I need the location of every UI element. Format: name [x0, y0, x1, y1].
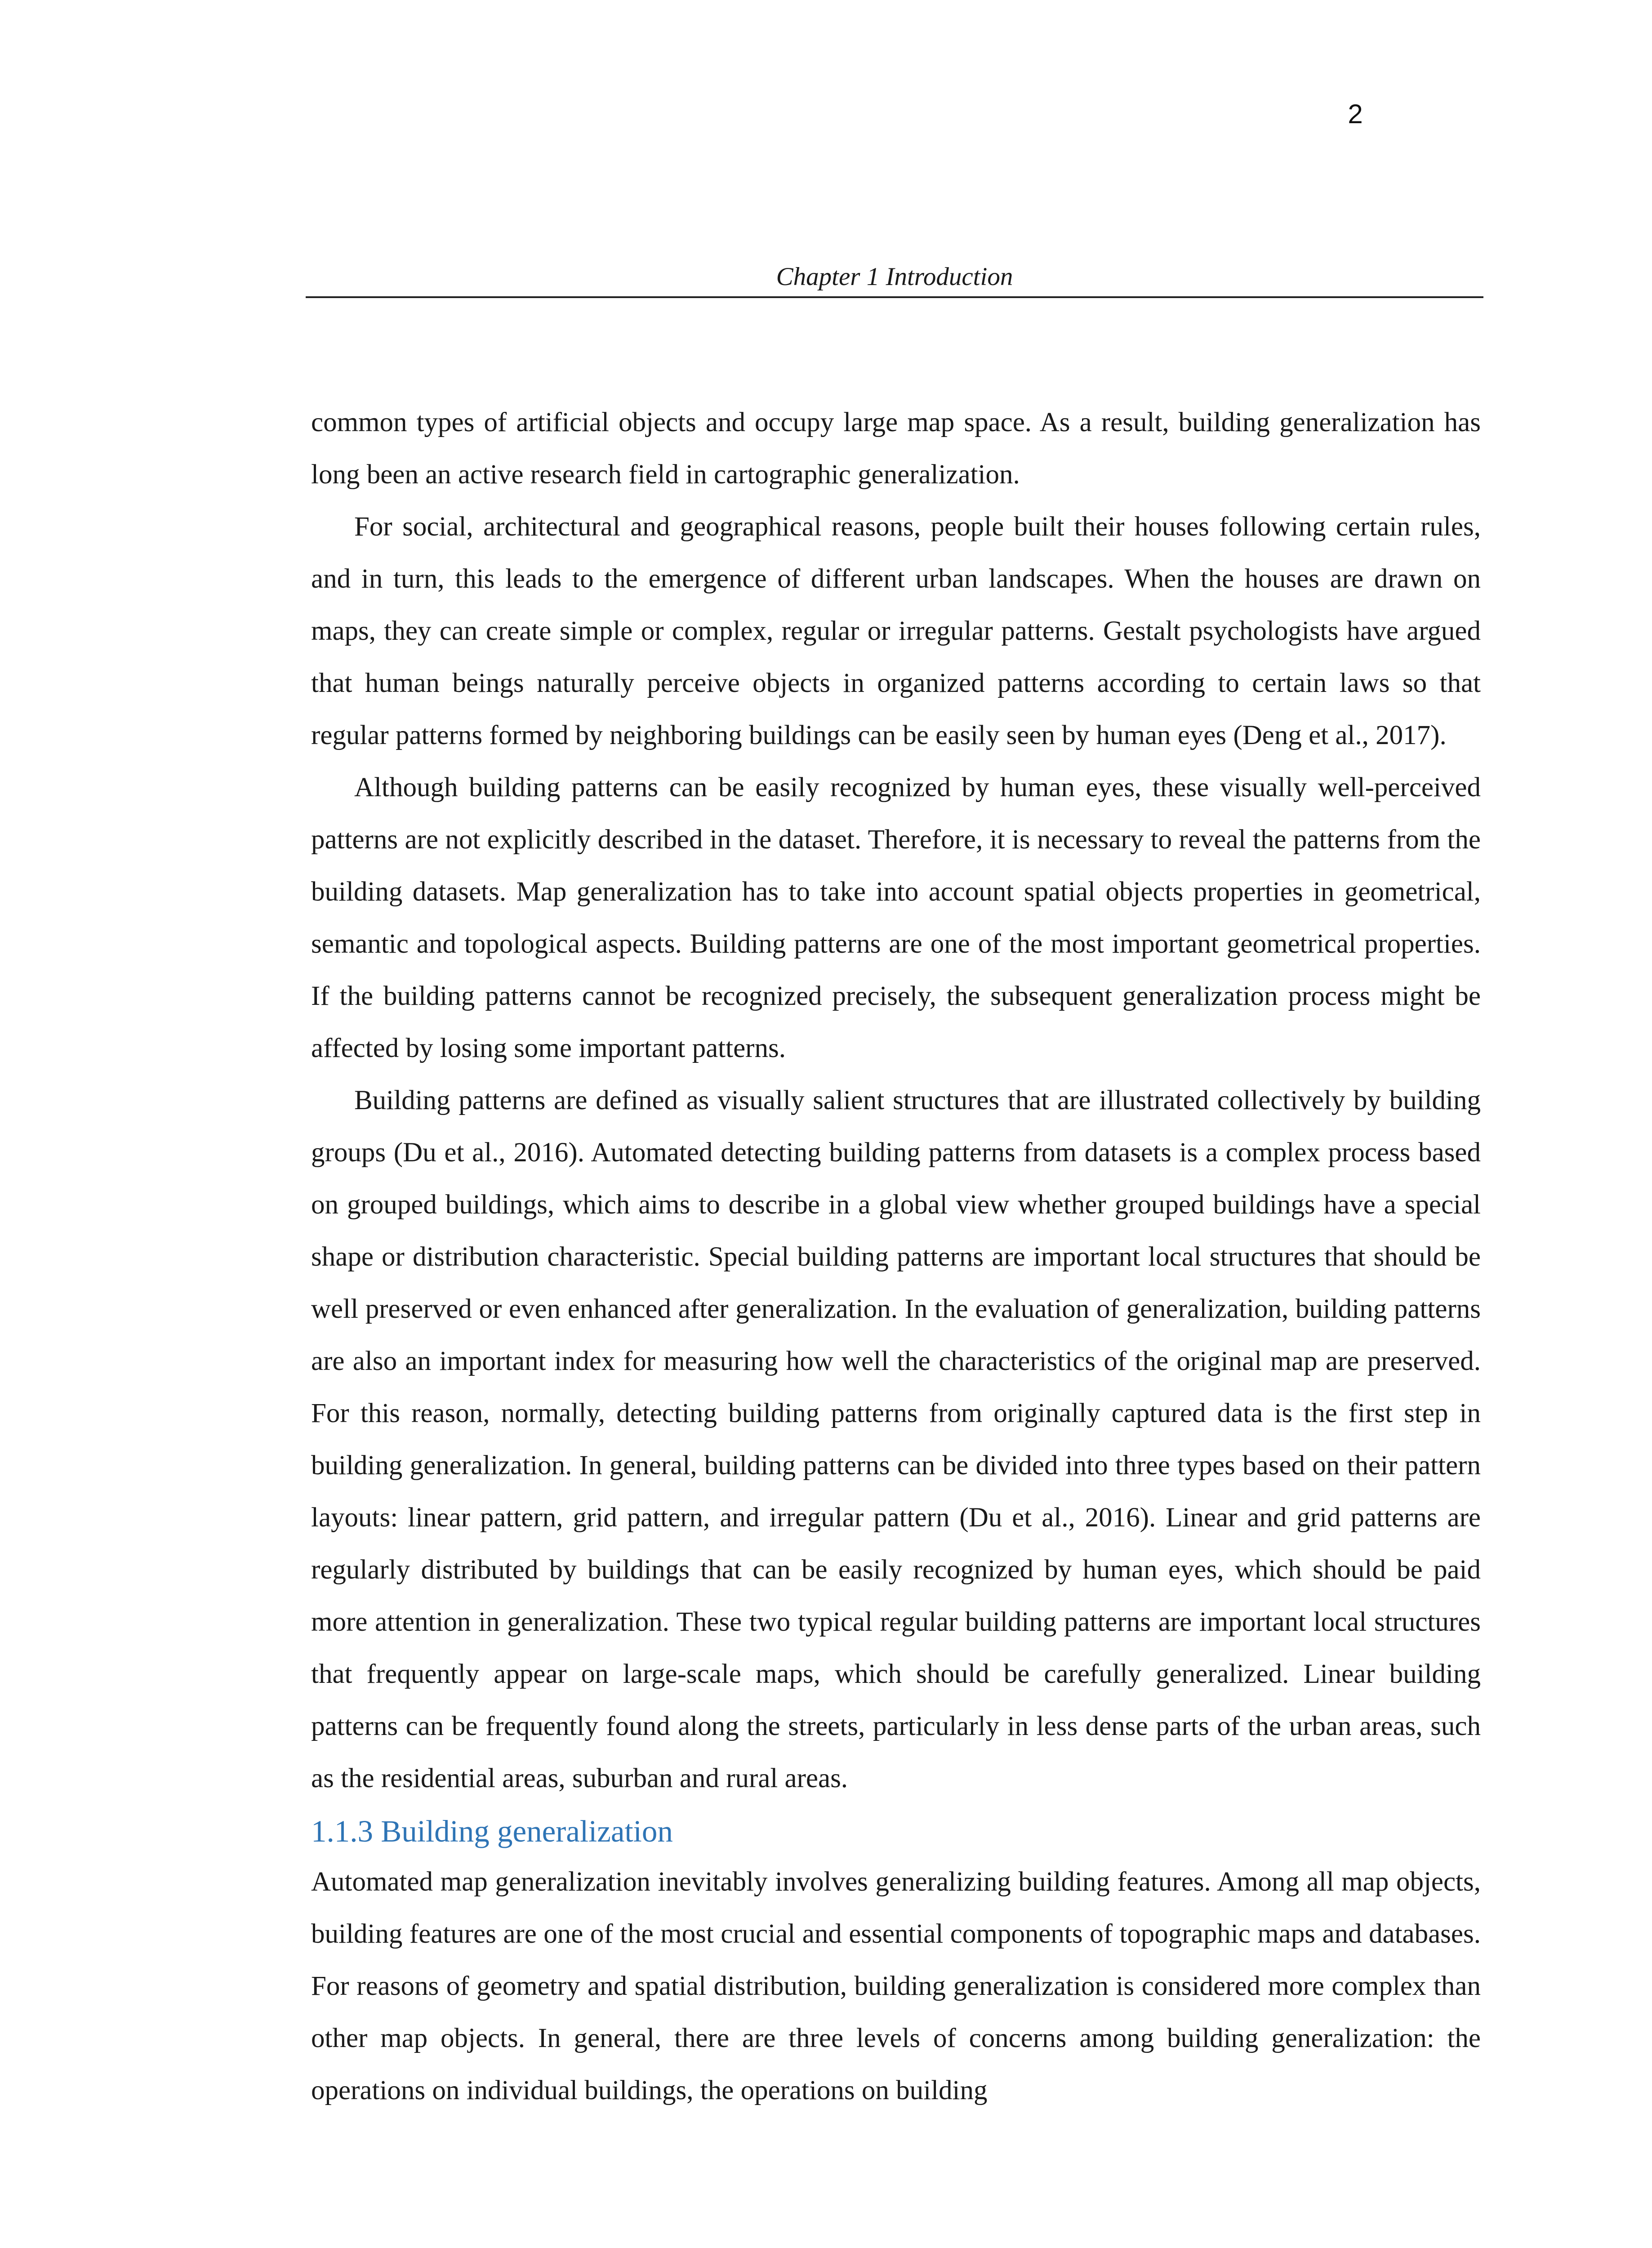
running-header: Chapter 1 Introduction: [776, 263, 1013, 291]
paragraph-urban-landscapes: For social, architectural and geographical reasons, people built their houses following certain rules, and in turn, this leads to the emergence of different urban landscapes. When the houses are drawn on maps, they can create simple or complex, regular or irregular patterns. Gestalt psychologists have argued that human beings naturally perceive objects in organized patterns according to certain laws so that regular patterns formed by neighboring buildings can be easily seen by human eyes (Deng et al., 2017).: [311, 512, 1481, 750]
page-number: 2: [1348, 99, 1363, 129]
body-text: [311, 397, 1481, 2117]
paragraph-building-patterns: Building patterns are defined as visually salient structures that are illustrated collectively by building groups (Du et al., 2016). Automated detecting building patterns from datasets is a complex process based on grouped buildings, which aims to describe in a global view whether grouped buildings have a special shape or distribution characteristic. Special building patterns are important local structures that should be well preserved or even enhanced after generalization. In the evaluation of generalization, building patterns are also an important index for measuring how well the characteristics of the original map are preserved. For this reason, normally, detecting building patterns from originally captured data is the first step in building generalization. In general, building patterns can be divided into three types based on their pattern layouts: linear pattern, grid pattern, and irregular pattern (Du et al., 2016). Linear and grid patterns are regularly distributed by buildings that can be easily recognized by human eyes, which should be paid more attention in generalization. These two typical regular building patterns are important local structures that frequently appear on large-scale maps, which should be carefully generalized. Linear building patterns can be frequently found along the streets, particularly in less dense parts of the urban areas, such as the residential areas, suburban and rural areas.: [311, 1085, 1481, 1793]
paragraph-building-generalization: Automated map generalization inevitably involves generalizing building features. Among all map objects, building features are one of the most crucial and essential components of topographic maps and databases. For reasons of geometry and spatial distribution, building generalization is considered more complex than other map objects. In general, there are three levels of concerns among building generalization: the operations on individual buildings, the operations on building: [311, 1867, 1481, 2105]
section-heading: 1.1.3 Building generalization: [311, 1814, 673, 1848]
paragraph-pattern-recognition: Although building patterns can be easily recognized by human eyes, these visually well-perceived patterns are not explicitly described in the dataset. Therefore, it is necessary to reveal the patterns from the building datasets. Map generalization has to take into account spatial objects properties in geometrical, semantic and topological aspects. Building patterns are one of the most important geometrical properties. If the building patterns cannot be recognized precisely, the subsequent generalization process might be affected by losing some important patterns.: [311, 772, 1481, 1063]
header-rule: [306, 296, 1483, 298]
paragraph-continuation: common types of artificial objects and occupy large map space. As a result, building generalization has long been an active research field in cartographic generalization.: [311, 407, 1481, 490]
